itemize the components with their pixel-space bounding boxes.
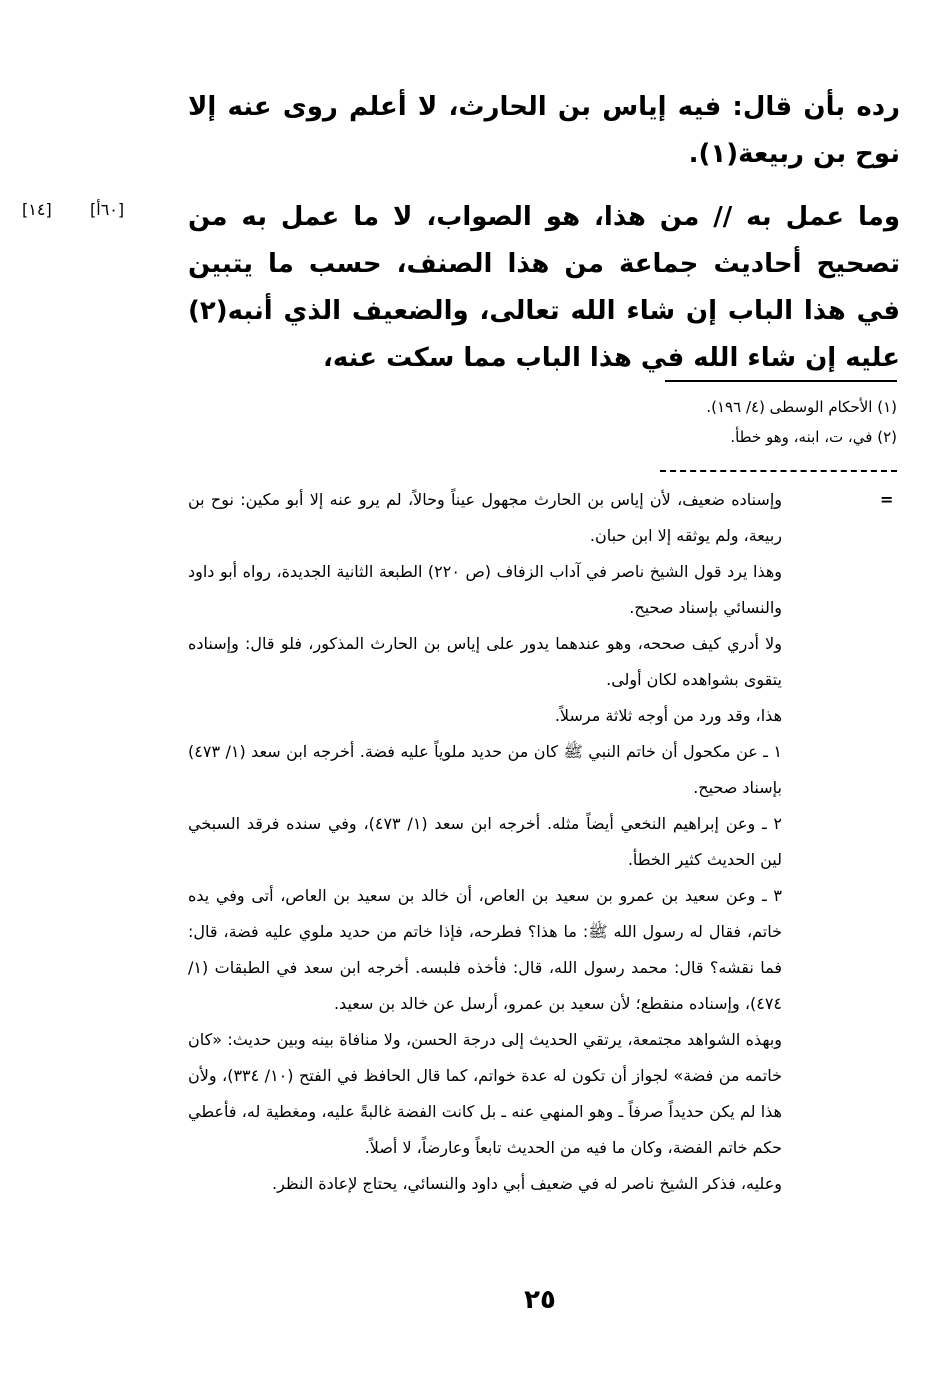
footnote-divider [665, 380, 897, 382]
page-number: ٢٥ [524, 1285, 556, 1315]
margin-ref-manuscript-b: [١٤] [22, 200, 52, 219]
main-paragraph: وما عمل به // من هذا، هو الصواب، لا ما عمل به من تصحيح أحاديث جماعة من هذا الصنف، حسب ما يتبين في هذا الباب إن شاء الله تعالى، والضعيف الذي أنبه(٢) عليه إن شاء الله في هذا الباب مما سكت عنه، [188, 202, 900, 373]
main-text [188, 84, 900, 398]
footnote: (٢) في، ت، ابنه، وهو خطأ. [730, 428, 897, 446]
commentary-paragraph: ولا أدري كيف صححه، وهو عندهما يدور على إياس بن الحارث المذكور، فلو قال: وإسناده يتقوى بشواهده لكان أولى. [188, 634, 782, 689]
commentary [188, 482, 782, 1202]
commentary-paragraph: وإسناده ضعيف، لأن إياس بن الحارث مجهول عيناً وحالاً، لم يرو عنه إلا أبو مكين: نوح بن ربيعة، ولم يوثقه إلا ابن حبان. [188, 490, 782, 545]
commentary-paragraph: وهذا يرد قول الشيخ ناصر في آداب الزفاف (ص ٢٢٠) الطبعة الثانية الجديدة، رواه أبو داود والنسائي بإسناد صحيح. [188, 562, 782, 617]
footnote: (١) الأحكام الوسطى (٤/ ١٩٦). [706, 398, 897, 416]
continuation-mark: = [880, 490, 894, 509]
commentary-paragraph: هذا، وقد ورد من أوجه ثلاثة مرسلاً. [554, 706, 782, 725]
footnotes [560, 392, 897, 452]
commentary-divider [660, 470, 897, 472]
commentary-paragraph: وبهذه الشواهد مجتمعة، يرتقي الحديث إلى درجة الحسن، ولا منافاة بينه وبين حديث: «كان خاتمه من فضة» لجواز أن تكون له عدة خواتم، كما قال الحافظ في الفتح (١٠/ ٣٣٤)، ولأن هذا لم يكن حديداً صرفاً ـ وهو المنهي عنه ـ بل كانت الفضة غالبةً عليه، ومغطية له، فأعطي حكم خاتم الفضة، وكان ما فيه من الحديث تابعاً وعارضاً، لا أصلاً. [188, 1030, 782, 1157]
commentary-paragraph: ١ ـ عن مكحول أن خاتم النبي ﷺ كان من حديد ملوياً عليه فضة. أخرجه ابن سعد (١/ ٤٧٣) بإسناد صحيح. [188, 742, 782, 797]
main-paragraph: رده بأن قال: فيه إياس بن الحارث، لا أعلم روى عنه إلا نوح بن ربيعة(١). [188, 92, 900, 169]
commentary-paragraph: ٣ ـ وعن سعيد بن عمرو بن سعيد بن العاص، أن خالد بن سعيد بن العاص، أتى وفي يده خاتم، فقال له رسول الله ﷺ: ما هذا؟ فطرحه، فإذا خاتم من حديد ملوي عليه فضة، قال: فما نقشه؟ قال: محمد رسول الله، قال: فأخذه فلبسه. أخرجه ابن سعد في الطبقات (١/ ٤٧٤)، وإسناده منقطع؛ لأن سعيد بن عمرو، أرسل عن خالد بن سعيد. [188, 886, 782, 1013]
margin-ref-manuscript-a: [٦٠أ] [90, 200, 125, 219]
commentary-paragraph: ٢ ـ وعن إبراهيم النخعي أيضاً مثله. أخرجه ابن سعد (١/ ٤٧٣)، وفي سنده فرقد السبخي لين الحديث كثير الخطأ. [188, 814, 782, 869]
commentary-paragraph: وعليه، فذكر الشيخ ناصر له في ضعيف أبي داود والنسائي، يحتاج لإعادة النظر. [272, 1174, 782, 1193]
